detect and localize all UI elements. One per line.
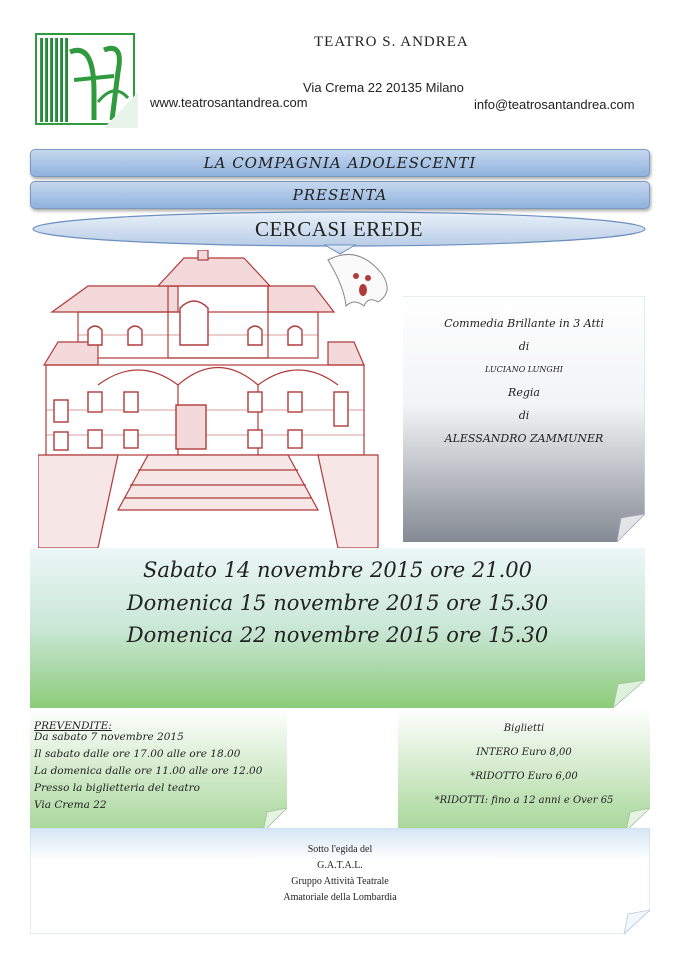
tickets-title: Biglietti: [503, 723, 545, 734]
credits-by-2: di: [518, 409, 530, 422]
footer-line-4: Amatoriale della Lombardia: [283, 892, 397, 903]
credits-by: di: [518, 340, 530, 353]
credits-direction: Regia: [508, 386, 540, 399]
theater-address: Via Crema 22 20135 Milano: [303, 80, 464, 95]
ticket-reduced-note: *RIDOTTI: fino a 12 anni e Over 65: [434, 795, 614, 806]
company-banner: LA COMPAGNIA ADOLESCENTI: [30, 149, 650, 177]
presenta-banner: PRESENTA: [30, 181, 650, 209]
presale-title: PREVENDITE:: [34, 720, 112, 732]
show-title: CERCASI EREDE: [254, 217, 424, 241]
footer-line-1: Sotto l'egida del: [307, 844, 373, 855]
theater-logo: [34, 32, 138, 128]
presale-line-1: Da sabato 7 novembre 2015: [34, 731, 184, 743]
tickets-info: [398, 717, 650, 813]
email-link[interactable]: info@teatrosantandrea.com: [474, 97, 635, 112]
presale-line-4: Presso la biglietteria del teatro: [34, 782, 200, 794]
website-link[interactable]: www.teatrosantandrea.com: [150, 95, 308, 110]
credits-genre: Commedia Brillante in 3 Atti: [444, 317, 604, 330]
footer-line-2: G.A.T.A.L.: [317, 860, 363, 871]
performance-date-2: Domenica 15 novembre 2015 ore 15.30: [126, 591, 549, 615]
ghost-icon: [328, 254, 387, 306]
ticket-full-price: INTERO Euro 8,00: [476, 747, 572, 758]
credits-director: ALESSANDRO ZAMMUNER: [444, 432, 604, 445]
footer-line-3: Gruppo Attività Teatrale: [291, 876, 389, 887]
presale-line-3: La domenica dalle ore 11.00 alle ore 12.00: [34, 765, 263, 777]
footer-text: [30, 842, 650, 906]
presale-info: [34, 718, 284, 814]
presale-line-5: Via Crema 22: [34, 799, 107, 811]
presale-line-2: Il sabato dalle ore 17.00 alle ore 18.00: [34, 748, 241, 760]
credits-text: [405, 312, 643, 450]
theater-name: TEATRO S. ANDREA: [314, 34, 469, 50]
haunted-house-illustration: [38, 250, 404, 548]
credits-author: LUCIANO LUNGHI: [485, 365, 563, 374]
performance-date-3: Domenica 22 novembre 2015 ore 15.30: [126, 623, 549, 647]
performance-date-1: Sabato 14 novembre 2015 ore 21.00: [142, 558, 532, 582]
ticket-reduced-price: *RIDOTTO Euro 6,00: [470, 771, 578, 782]
logo-letters: tsa: [46, 85, 59, 94]
